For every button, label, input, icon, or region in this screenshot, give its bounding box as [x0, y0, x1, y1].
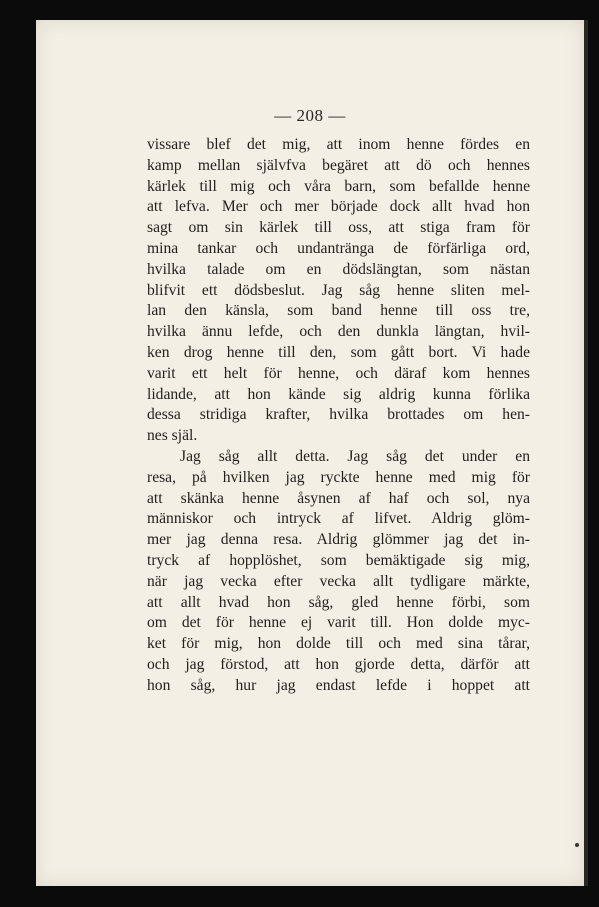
text-line: hon såg, hur jag endast lefde i hoppet att [147, 676, 530, 694]
text-line: mina tankar och undantränga de förfärliga ord, [147, 239, 530, 257]
ink-speck [575, 843, 579, 847]
text-line: hvilka talade om en dödslängtan, som nästan [147, 260, 530, 278]
text-line: hvilka ännu lefde, och den dunkla längtan, hvil- [147, 323, 530, 341]
text-line: mer jag denna resa. Aldrig glömmer jag det in- [147, 531, 530, 549]
text-line: och jag förstod, att hon gjorde detta, därför att [147, 655, 530, 673]
text-line: lan den känsla, som band henne till oss tre, [147, 302, 530, 320]
text-line: kamp mellan självfva begäret att dö och hennes [147, 156, 530, 174]
text-line: lidande, att hon kände sig aldrig kunna förlika [147, 385, 530, 403]
text-line: att allt hvad hon såg, gled henne förbi, som [147, 593, 530, 611]
body-text [147, 135, 530, 697]
text-line: att skänka henne åsynen af haf och sol, nya [147, 489, 530, 507]
text-line: varit ett helt för henne, och däraf kom hennes [147, 364, 530, 382]
text-line: människor och intryck af lifvet. Aldrig glöm- [147, 510, 530, 528]
text-line: blifvit ett dödsbeslut. Jag såg henne sliten mel- [147, 281, 530, 299]
page-edge [584, 20, 588, 886]
book-page [36, 20, 584, 886]
text-line: resa, på hvilken jag ryckte henne med mig för [147, 468, 530, 486]
text-line: sagt om sin kärlek till oss, att stiga fram för [147, 219, 530, 237]
text-line: vissare blef det mig, att inom henne fördes en [147, 136, 530, 153]
text-line: kärlek till mig och våra barn, som befallde henne [147, 177, 530, 195]
text-line: tryck af hopplöshet, som bemäktigade sig mig, [147, 551, 530, 569]
text-line: dessa stridiga krafter, hvilka brottades om hen- [147, 406, 530, 424]
page-number: — 208 — [274, 106, 346, 125]
text-line: när jag vecka efter vecka allt tydligare märkte, [147, 572, 530, 590]
text-line: ken drog henne till den, som gått bort. Vi hade [147, 343, 530, 361]
text-line: att lefva. Mer och mer började dock allt hvad hon [147, 198, 530, 216]
text-line: Jag såg allt detta. Jag såg det under en [180, 447, 530, 465]
text-line: nes själ. [147, 427, 198, 445]
text-line: ket för mig, hon dolde till och med sina tårar, [147, 635, 530, 653]
text-line: om det för henne ej varit till. Hon dolde myc- [147, 614, 530, 632]
